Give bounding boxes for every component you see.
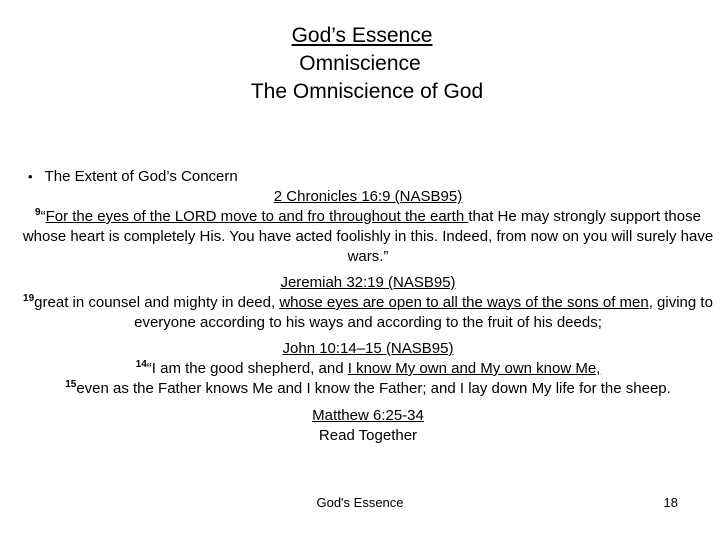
- verse-reference: John 10:14–15 (NASB95): [282, 340, 454, 357]
- verse-text: that He may strongly support those whose heart is completely His. You have acted foolishly in this. Indeed, from now on you will surely have wars.”: [22, 208, 714, 265]
- verse-number: 19: [23, 293, 35, 304]
- verse-underlined-text: whose eyes are open to all the ways of the sons of men: [279, 294, 649, 311]
- verse-text: , giving to everyone according to his ways and according to the fruit of his deeds;: [134, 294, 713, 331]
- verse-number: 14: [135, 359, 147, 370]
- bullet-dot-icon: •: [28, 169, 33, 184]
- title-line-3: The Omniscience of God: [250, 80, 484, 103]
- title-line-2: Omniscience: [299, 52, 421, 75]
- verse-jeremiah: [18, 273, 718, 333]
- verse-underlined-text: I know My own and My own know Me,: [347, 360, 601, 377]
- verse-note: Read Together: [318, 427, 418, 444]
- bullet-text: The Extent of God’s Concern: [44, 168, 238, 185]
- title-block: [0, 22, 720, 106]
- page-number: 18: [663, 495, 678, 510]
- verse-underlined-text: For the eyes of the LORD move to and fro throughout the earth: [45, 208, 469, 225]
- verse-text: “I am the good shepherd, and: [146, 360, 348, 377]
- quote-mark: “: [40, 208, 46, 225]
- verse-text: great in counsel and mighty in deed,: [34, 294, 280, 311]
- bullet-item: [28, 167, 238, 187]
- verse-number: 9: [35, 207, 41, 218]
- verse-number: 15: [65, 379, 77, 390]
- title-line-1: God’s Essence: [291, 24, 433, 47]
- verse-reference: Jeremiah 32:19 (NASB95): [280, 274, 456, 291]
- footer-title: God's Essence: [316, 495, 404, 510]
- verse-reference: Matthew 6:25-34: [312, 407, 424, 424]
- verse-matthew: [18, 406, 718, 446]
- verse-2-chronicles: [18, 187, 718, 267]
- verse-john: [18, 339, 718, 399]
- verse-reference: 2 Chronicles 16:9 (NASB95): [273, 188, 463, 205]
- verse-text: even as the Father knows Me and I know the Father; and I lay down My life for the sheep.: [76, 380, 671, 397]
